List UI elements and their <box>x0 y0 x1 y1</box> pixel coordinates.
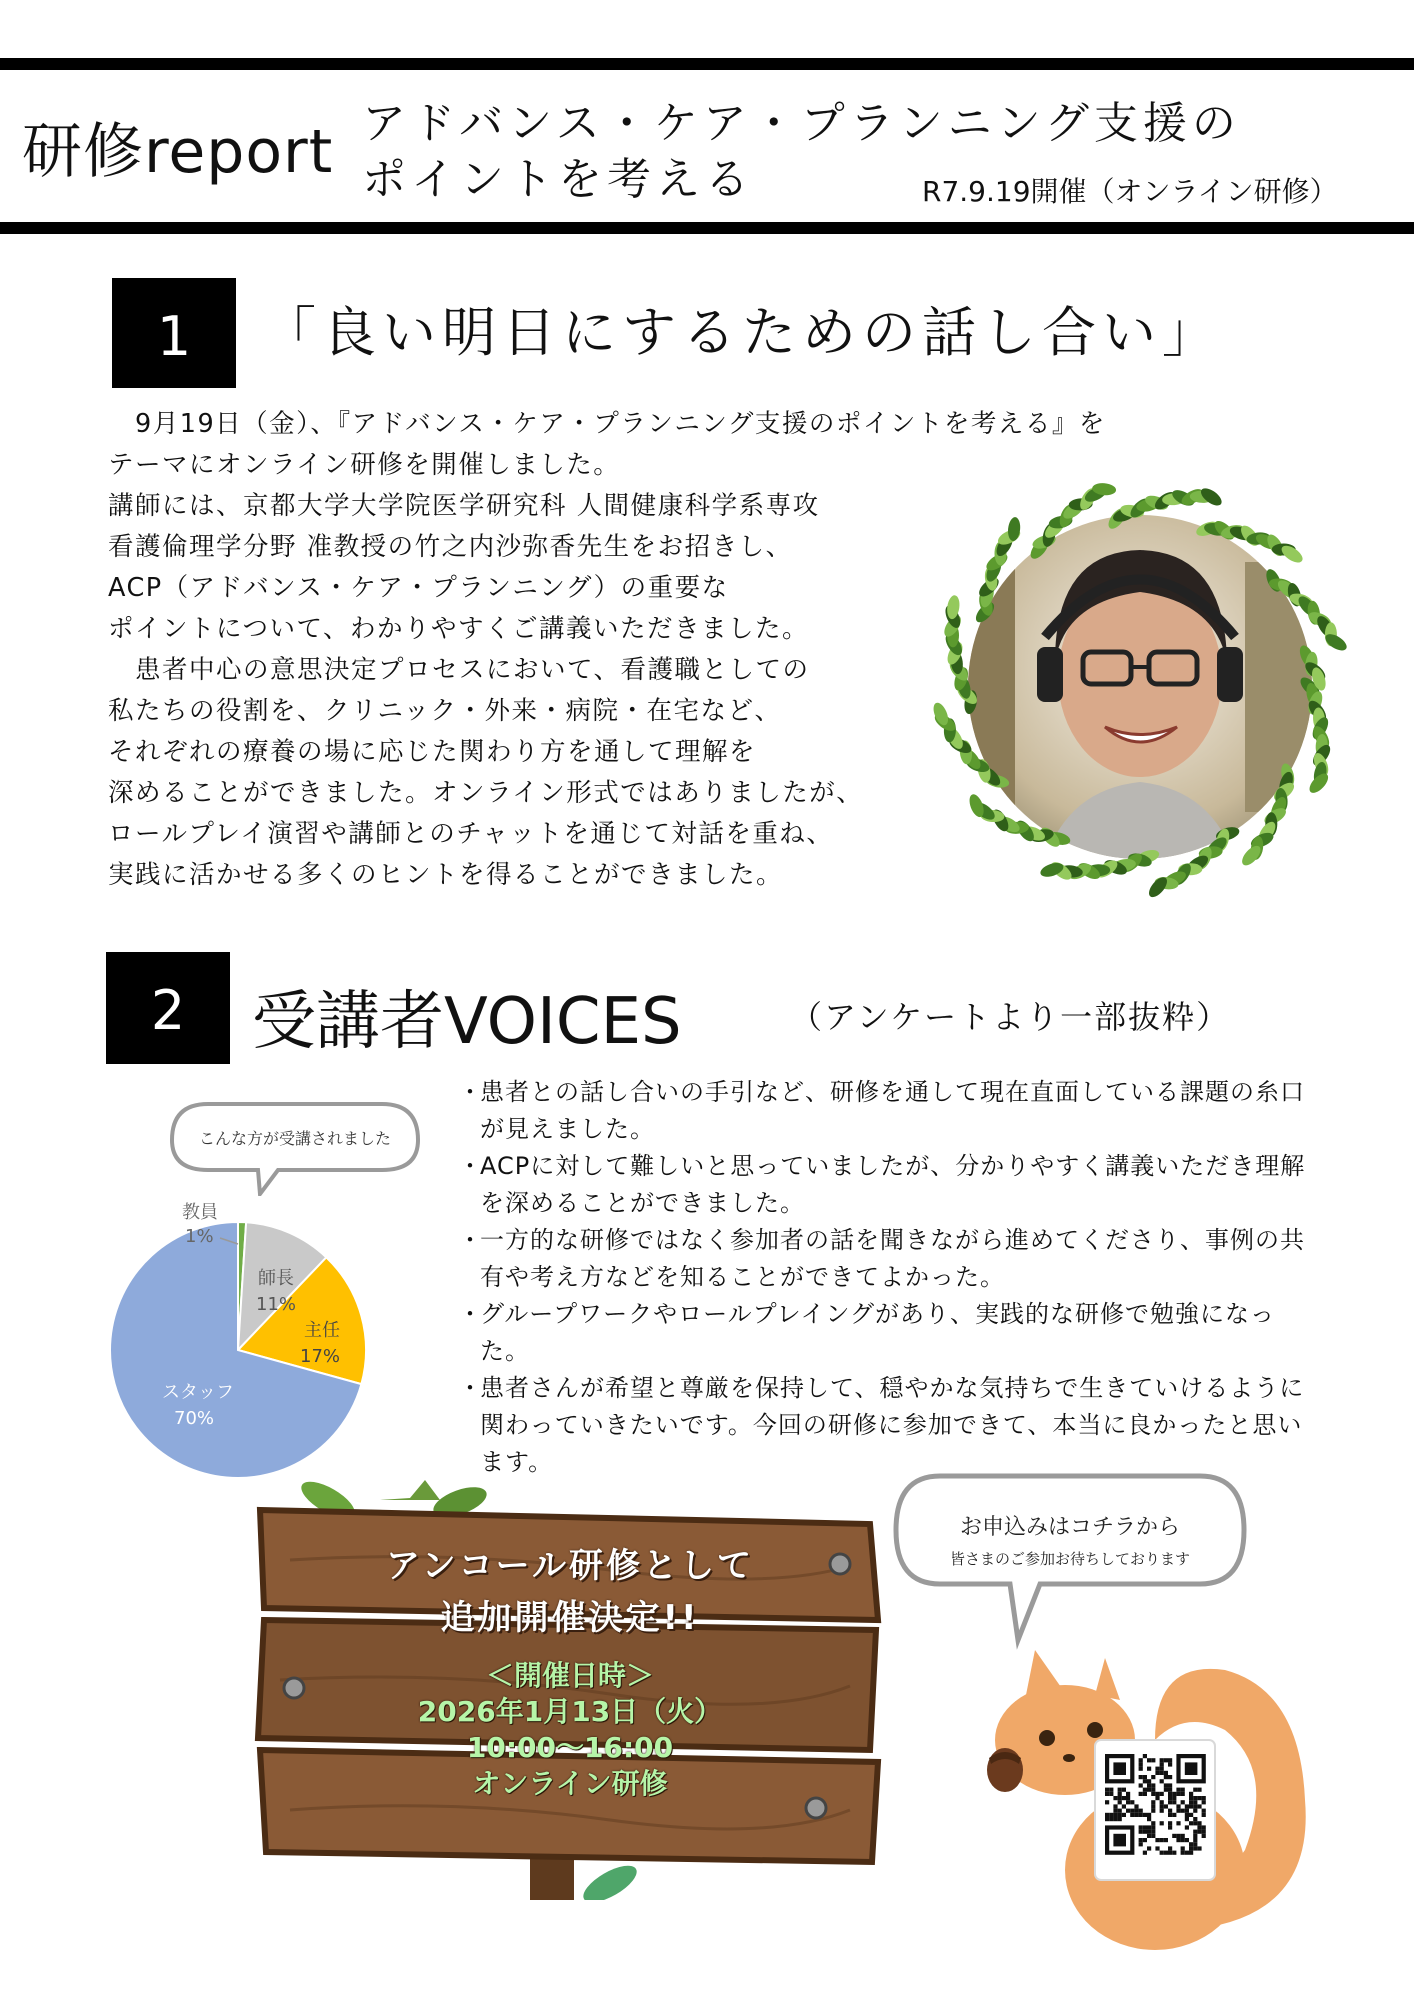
qr-module <box>1176 1838 1180 1842</box>
qr-module <box>1155 1792 1159 1796</box>
qr-module <box>1113 1804 1117 1808</box>
qr-module <box>1126 1809 1130 1813</box>
qr-module <box>1143 1838 1147 1842</box>
qr-module <box>1160 1758 1164 1762</box>
qr-module <box>1126 1800 1130 1804</box>
qr-module <box>1151 1821 1155 1825</box>
qr-module <box>1134 1809 1138 1813</box>
qr-module <box>1176 1792 1180 1796</box>
qr-module <box>1168 1809 1172 1813</box>
qr-module <box>1147 1783 1151 1787</box>
qr-module <box>1160 1838 1164 1842</box>
qr-module <box>1139 1838 1143 1842</box>
qr-module <box>1185 1809 1189 1813</box>
qr-module <box>1168 1762 1172 1766</box>
qr-module <box>1202 1813 1206 1817</box>
qr-module <box>1189 1792 1193 1796</box>
qr-module <box>1160 1779 1164 1783</box>
qr-module <box>1143 1779 1147 1783</box>
qr-finder <box>1113 1834 1126 1847</box>
qr-module <box>1160 1800 1164 1804</box>
qr-module <box>1193 1842 1197 1846</box>
qr-module <box>1202 1800 1206 1804</box>
qr-module <box>1168 1758 1172 1762</box>
qr-module <box>1164 1783 1168 1787</box>
qr-module <box>1185 1851 1189 1855</box>
header-top-rule <box>0 58 1414 70</box>
qr-module <box>1151 1804 1155 1808</box>
pie-label-staff-pct: 70% <box>174 1408 215 1429</box>
qr-module <box>1143 1813 1147 1817</box>
qr-module <box>1172 1796 1176 1800</box>
qr-module <box>1118 1792 1122 1796</box>
qr-module <box>1147 1825 1151 1829</box>
qr-module <box>1197 1788 1201 1792</box>
header-bottom-rule <box>0 222 1414 234</box>
qr-module <box>1113 1817 1117 1821</box>
qr-module <box>1139 1783 1143 1787</box>
header-title: 研修report <box>22 117 334 187</box>
section2-note: （アンケートより一部抜粋） <box>790 998 1231 1036</box>
pie-label-teacher-pct: 1% <box>185 1226 214 1247</box>
section1-heading: 「良い明日にするための話し合い」 <box>262 301 1222 364</box>
qr-module <box>1147 1817 1151 1821</box>
qr-module <box>1189 1821 1193 1825</box>
qr-module <box>1168 1792 1172 1796</box>
qr-module <box>1160 1792 1164 1796</box>
qr-module <box>1185 1813 1189 1817</box>
qr-module <box>1202 1809 1206 1813</box>
chart-title-bubble <box>168 1100 422 1196</box>
apply-line2: 皆さまのご参加お待ちしております <box>949 1550 1191 1568</box>
qr-module <box>1193 1800 1197 1804</box>
qr-module <box>1193 1817 1197 1821</box>
qr-module <box>1168 1821 1172 1825</box>
qr-module <box>1147 1830 1151 1834</box>
qr-module <box>1197 1804 1201 1808</box>
qr-module <box>1143 1792 1147 1796</box>
header-date: R7.9.19開催（オンライン研修） <box>922 175 1338 208</box>
qr-module <box>1147 1813 1151 1817</box>
qr-module <box>1160 1821 1164 1825</box>
qr-module <box>1113 1796 1117 1800</box>
qr-module <box>1168 1813 1172 1817</box>
qr-module <box>1139 1809 1143 1813</box>
qr-module <box>1113 1809 1117 1813</box>
qr-module <box>1164 1788 1168 1792</box>
qr-module <box>1193 1804 1197 1808</box>
qr-module <box>1118 1788 1122 1792</box>
qr-module <box>1109 1813 1113 1817</box>
qr-module <box>1176 1804 1180 1808</box>
qr-module <box>1155 1767 1159 1771</box>
qr-module <box>1105 1800 1109 1804</box>
section1-line: 患者中心の意思決定プロセスにおいて、看護職としての <box>108 655 810 685</box>
qr-module <box>1130 1813 1134 1817</box>
qr-module <box>1109 1788 1113 1792</box>
qr-module <box>1134 1813 1138 1817</box>
section1-line: テーマにオンライン研修を開催しました。 <box>108 450 621 480</box>
qr-module <box>1105 1788 1109 1792</box>
qr-module <box>1189 1842 1193 1846</box>
section1-line: それぞれの療養の場に応じた関わり方を通して理解を <box>108 737 757 767</box>
qr-module <box>1176 1809 1180 1813</box>
qr-module <box>1130 1809 1134 1813</box>
qr-module <box>1164 1851 1168 1855</box>
qr-module <box>1118 1809 1122 1813</box>
qr-module <box>1143 1825 1147 1829</box>
encore-date: 2026年1月13日（火） <box>417 1695 723 1728</box>
qr-module <box>1122 1804 1126 1808</box>
qr-module <box>1143 1851 1147 1855</box>
section1-line: 看護倫理学分野 准教授の竹之内沙弥香先生をお招きし、 <box>108 532 793 562</box>
qr-module <box>1160 1809 1164 1813</box>
qr-module <box>1189 1846 1193 1850</box>
qr-module <box>1185 1838 1189 1842</box>
qr-module <box>1147 1779 1151 1783</box>
pie-label-teacher-name: 教員 <box>182 1202 218 1223</box>
qr-module <box>1139 1762 1143 1766</box>
qr-module <box>1147 1788 1151 1792</box>
qr-module <box>1139 1767 1143 1771</box>
qr-module <box>1155 1846 1159 1850</box>
qr-module <box>1164 1771 1168 1775</box>
qr-module <box>1151 1800 1155 1804</box>
qr-module <box>1160 1771 1164 1775</box>
qr-module <box>1202 1834 1206 1838</box>
qr-module <box>1181 1846 1185 1850</box>
qr-module <box>1193 1788 1197 1792</box>
qr-module <box>1109 1792 1113 1796</box>
qr-module <box>1176 1834 1180 1838</box>
qr-module <box>1118 1813 1122 1817</box>
qr-module <box>1160 1767 1164 1771</box>
qr-module <box>1181 1800 1185 1804</box>
qr-module <box>1168 1846 1172 1850</box>
qr-module <box>1122 1788 1126 1792</box>
qr-module <box>1105 1813 1109 1817</box>
qr-module <box>1168 1775 1172 1779</box>
section1-line: ロールプレイ演習や講師とのチャットを通じて対話を重ね、 <box>108 819 834 849</box>
qr-module <box>1193 1809 1197 1813</box>
qr-module <box>1160 1851 1164 1855</box>
qr-module <box>1168 1800 1172 1804</box>
qr-module <box>1181 1809 1185 1813</box>
qr-module <box>1181 1834 1185 1838</box>
qr-module <box>1143 1830 1147 1834</box>
qr-module <box>1197 1830 1201 1834</box>
section1-number: 1 <box>112 278 236 388</box>
qr-module <box>1202 1830 1206 1834</box>
section1-line: ACP（アドバンス・ケア・プランニング）の重要な <box>108 573 729 603</box>
qr-module <box>1147 1846 1151 1850</box>
qr-module <box>1151 1775 1155 1779</box>
qr-module <box>1193 1846 1197 1850</box>
encore-time: 10:00～16:00 <box>466 1731 674 1764</box>
qr-module <box>1130 1800 1134 1804</box>
qr-module <box>1185 1825 1189 1829</box>
qr-module <box>1193 1834 1197 1838</box>
qr-module <box>1197 1796 1201 1800</box>
encore-line2: 追加開催決定!! <box>440 1598 700 1638</box>
qr-module <box>1147 1758 1151 1762</box>
header-subtitle-line1: アドバンス・ケア・プランニング支援の <box>362 98 1241 149</box>
chart-title: こんな方が受講されました <box>198 1129 392 1148</box>
section2-number: 2 <box>106 952 230 1064</box>
qr-module <box>1139 1775 1143 1779</box>
encore-text <box>250 1540 890 1802</box>
qr-module <box>1122 1813 1126 1817</box>
qr-module <box>1181 1838 1185 1842</box>
qr-module <box>1143 1788 1147 1792</box>
qr-module <box>1168 1851 1172 1855</box>
qr-module <box>1147 1834 1151 1838</box>
qr-module <box>1151 1783 1155 1787</box>
qr-module <box>1164 1758 1168 1762</box>
qr-module <box>1155 1796 1159 1800</box>
section1-body <box>108 404 1106 896</box>
qr-module <box>1151 1830 1155 1834</box>
qr-module <box>1164 1838 1168 1842</box>
qr-module <box>1193 1796 1197 1800</box>
qr-module <box>1118 1800 1122 1804</box>
apply-line1: お申込みはコチラから <box>959 1515 1181 1540</box>
qr-module <box>1176 1788 1180 1792</box>
qr-module <box>1113 1813 1117 1817</box>
qr-module <box>1193 1821 1197 1825</box>
lecturer-photo-wreath <box>915 462 1365 912</box>
qr-module <box>1139 1842 1143 1846</box>
qr-module <box>1193 1838 1197 1842</box>
section1-line: 9月19日（金）、『アドバンス・ケア・プランニング支援のポイントを考える』を <box>108 409 1106 439</box>
qr-module <box>1202 1825 1206 1829</box>
qr-module <box>1168 1796 1172 1800</box>
voice-item: ・ グループワークやロールプレイングがあり、実践的な研修で勉強になった。 <box>458 1296 1308 1370</box>
section1-line: 講師には、京都大学大学院医学研究科 人間健康科学系専攻 <box>108 491 820 521</box>
encore-format: オンライン研修 <box>472 1767 668 1800</box>
lecturer-photo <box>915 462 1365 912</box>
qr-module <box>1168 1825 1172 1829</box>
qr-module <box>1164 1804 1168 1808</box>
pie-label-staff-name: スタッフ <box>162 1382 234 1403</box>
qr-module <box>1105 1817 1109 1821</box>
encore-date-label: ＜開催日時＞ <box>485 1659 654 1692</box>
qr-module <box>1139 1830 1143 1834</box>
qr-module <box>1172 1813 1176 1817</box>
voices-list <box>458 1074 1308 1481</box>
qr-module <box>1172 1851 1176 1855</box>
qr-module <box>1109 1817 1113 1821</box>
qr-module <box>1168 1788 1172 1792</box>
qr-module <box>1197 1846 1201 1850</box>
encore-line1: アンコール研修として <box>386 1546 754 1586</box>
qr-module <box>1151 1825 1155 1829</box>
qr-finder <box>1185 1762 1198 1775</box>
qr-module <box>1147 1767 1151 1771</box>
qr-module <box>1151 1792 1155 1796</box>
qr-finder <box>1113 1762 1126 1775</box>
qr-module <box>1139 1825 1143 1829</box>
qr-module <box>1122 1796 1126 1800</box>
qr-module <box>1155 1771 1159 1775</box>
qr-module <box>1181 1792 1185 1796</box>
qr-module <box>1181 1788 1185 1792</box>
section1-line: 私たちの役割を、クリニック・外来・病院・在宅など、 <box>108 696 782 726</box>
qr-module <box>1185 1817 1189 1821</box>
qr-module <box>1151 1788 1155 1792</box>
qr-module <box>1126 1792 1130 1796</box>
section2-heading: 受講者VOICES <box>252 985 682 1059</box>
header-subtitle-line2: ポイントを考える <box>362 154 754 205</box>
pie-label-head-name: 師長 <box>258 1268 294 1289</box>
voice-item: ・ ACPに対して難しいと思っていましたが、分かりやすく講義いただき理解を深めることができました。 <box>458 1148 1308 1222</box>
qr-module <box>1151 1834 1155 1838</box>
section1-line: ポイントについて、わかりやすくご講義いただきました。 <box>108 614 809 644</box>
apply-bubble <box>890 1470 1250 1650</box>
qr-module <box>1151 1809 1155 1813</box>
qr-module <box>1143 1775 1147 1779</box>
pie-label-head-pct: 11% <box>256 1294 297 1315</box>
qr-module <box>1139 1758 1143 1762</box>
qr-module <box>1172 1800 1176 1804</box>
voice-item: ・ 患者さんが希望と尊厳を保持して、穏やかな気持ちで生きていけるように関わっていきたいです。今回の研修に参加できて、本当に良かったと思います。 <box>458 1370 1308 1481</box>
qr-module <box>1172 1792 1176 1796</box>
qr-module <box>1151 1758 1155 1762</box>
qr-module <box>1105 1792 1109 1796</box>
qr-module <box>1118 1796 1122 1800</box>
qr-module <box>1197 1825 1201 1829</box>
qr-module <box>1143 1754 1147 1758</box>
squirrel-with-qr <box>985 1650 1315 1950</box>
qr-module <box>1189 1800 1193 1804</box>
qr-module <box>1139 1813 1143 1817</box>
qr-module <box>1118 1817 1122 1821</box>
qr-module <box>1181 1851 1185 1855</box>
qr-module <box>1202 1796 1206 1800</box>
qr-module <box>1155 1838 1159 1842</box>
pie-label-chief-name: 主任 <box>304 1320 340 1341</box>
pie-label-chief-pct: 17% <box>300 1346 341 1367</box>
qr-module <box>1168 1783 1172 1787</box>
qr-module <box>1189 1796 1193 1800</box>
qr-module <box>1176 1821 1180 1825</box>
qr-module <box>1189 1851 1193 1855</box>
qr-module <box>1193 1830 1197 1834</box>
voice-item: ・ 一方的な研修ではなく参加者の話を聞きながら進めてくださり、事例の共有や考え方などを知ることができてよかった。 <box>458 1222 1308 1296</box>
qr-module <box>1185 1804 1189 1808</box>
qr-module <box>1197 1821 1201 1825</box>
qr-module <box>1139 1792 1143 1796</box>
qr-module <box>1160 1762 1164 1766</box>
qr-module <box>1172 1834 1176 1838</box>
qr-module <box>1189 1804 1193 1808</box>
section1-line: 実践に活かせる多くのヒントを得ることができました。 <box>108 860 784 890</box>
qr-module <box>1164 1775 1168 1779</box>
qr-module <box>1189 1813 1193 1817</box>
qr-module <box>1160 1804 1164 1808</box>
voice-item: ・ 患者との話し合いの手引など、研修を通して現在直面している課題の糸口が見えました。 <box>458 1074 1308 1148</box>
qr-module <box>1126 1796 1130 1800</box>
qr-module <box>1134 1804 1138 1808</box>
section1-line: 深めることができました。オンライン形式ではありましたが、 <box>108 778 864 808</box>
